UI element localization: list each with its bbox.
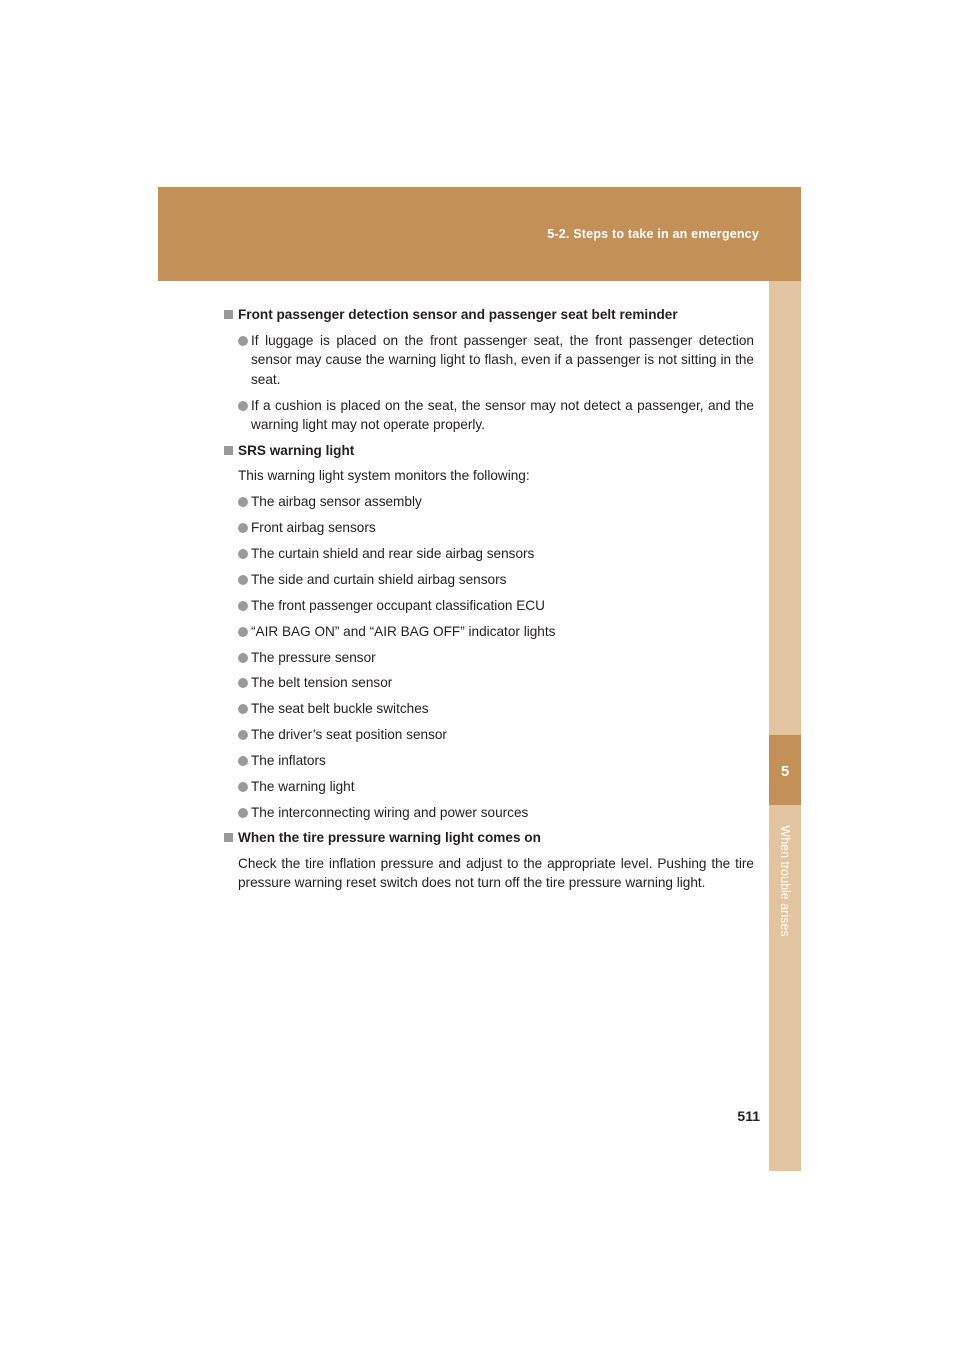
chapter-number: 5 <box>780 763 790 780</box>
chapter-label-wrap <box>769 811 801 951</box>
list-item-text: The front passenger occupant classification ECU <box>251 597 545 613</box>
circle-bullet-icon <box>238 523 248 533</box>
section-heading <box>224 828 754 848</box>
list-item-text: The inflators <box>251 753 326 769</box>
list-item <box>224 777 754 797</box>
list-item-text: The pressure sensor <box>251 649 376 665</box>
section-heading <box>224 305 754 325</box>
list-item-text: The curtain shield and rear side airbag sensors <box>251 545 535 561</box>
square-bullet-icon <box>224 310 233 319</box>
list-item-text: The warning light <box>251 778 355 794</box>
circle-bullet-icon <box>238 782 248 792</box>
list-item <box>224 544 754 564</box>
header-bar <box>158 187 801 281</box>
list-item <box>224 699 754 719</box>
circle-bullet-icon <box>238 730 248 740</box>
list-item <box>224 622 754 642</box>
list-item-text: If luggage is placed on the front passenger seat, the front passenger detection sensor may cause the warning light to flash, even if a passenger is not sitting in the seat. <box>251 332 754 387</box>
circle-bullet-icon <box>238 601 248 611</box>
page-number: 511 <box>737 1108 760 1124</box>
square-bullet-icon <box>224 833 233 842</box>
list-item <box>224 492 754 512</box>
list-item-text: Front airbag sensors <box>251 520 376 536</box>
list-item <box>224 518 754 538</box>
list-item-text: The interconnecting wiring and power sources <box>251 804 529 820</box>
list-item <box>224 725 754 745</box>
chapter-number-box <box>769 735 801 805</box>
list-item-text: The airbag sensor assembly <box>251 494 422 510</box>
page-content <box>224 305 754 893</box>
circle-bullet-icon <box>238 808 248 818</box>
chapter-label: When trouble arises <box>778 825 792 937</box>
list-item <box>224 396 754 435</box>
list-item-text: If a cushion is placed on the seat, the sensor may not detect a passenger, and the warning light may not operate properly. <box>251 397 754 433</box>
circle-bullet-icon <box>238 575 248 585</box>
list-item-text: The side and curtain shield airbag sensors <box>251 571 507 587</box>
circle-bullet-icon <box>238 653 248 663</box>
circle-bullet-icon <box>238 678 248 688</box>
circle-bullet-icon <box>238 756 248 766</box>
list-item-text: The belt tension sensor <box>251 675 393 691</box>
section-heading <box>224 441 754 461</box>
list-item-text: The seat belt buckle switches <box>251 701 429 717</box>
list-item <box>224 751 754 771</box>
circle-bullet-icon <box>238 627 248 637</box>
list-item-text: The driver’s seat position sensor <box>251 727 447 743</box>
section-heading-text: Front passenger detection sensor and passenger seat belt reminder <box>238 307 678 322</box>
section-intro: Check the tire inflation pressure and adjust to the appropriate level. Pushing the tire pressure warning reset switch does not turn off the tire pressure warning light. <box>238 855 754 891</box>
circle-bullet-icon <box>238 401 248 411</box>
list-item-text: “AIR BAG ON” and “AIR BAG OFF” indicator lights <box>251 623 556 639</box>
list-item <box>224 673 754 693</box>
square-bullet-icon <box>224 446 233 455</box>
list-item <box>224 331 754 390</box>
circle-bullet-icon <box>238 549 248 559</box>
list-item <box>224 596 754 616</box>
chapter-side-tab <box>769 281 801 1171</box>
circle-bullet-icon <box>238 336 248 346</box>
section-title: 5-2. Steps to take in an emergency <box>547 227 759 241</box>
section-heading-text: SRS warning light <box>238 442 355 458</box>
list-item <box>224 570 754 590</box>
list-item <box>224 803 754 823</box>
section-heading-text: When the tire pressure warning light comes on <box>238 830 541 846</box>
section-intro: This warning light system monitors the following: <box>238 468 530 484</box>
circle-bullet-icon <box>238 497 248 507</box>
list-item <box>224 648 754 668</box>
circle-bullet-icon <box>238 704 248 714</box>
